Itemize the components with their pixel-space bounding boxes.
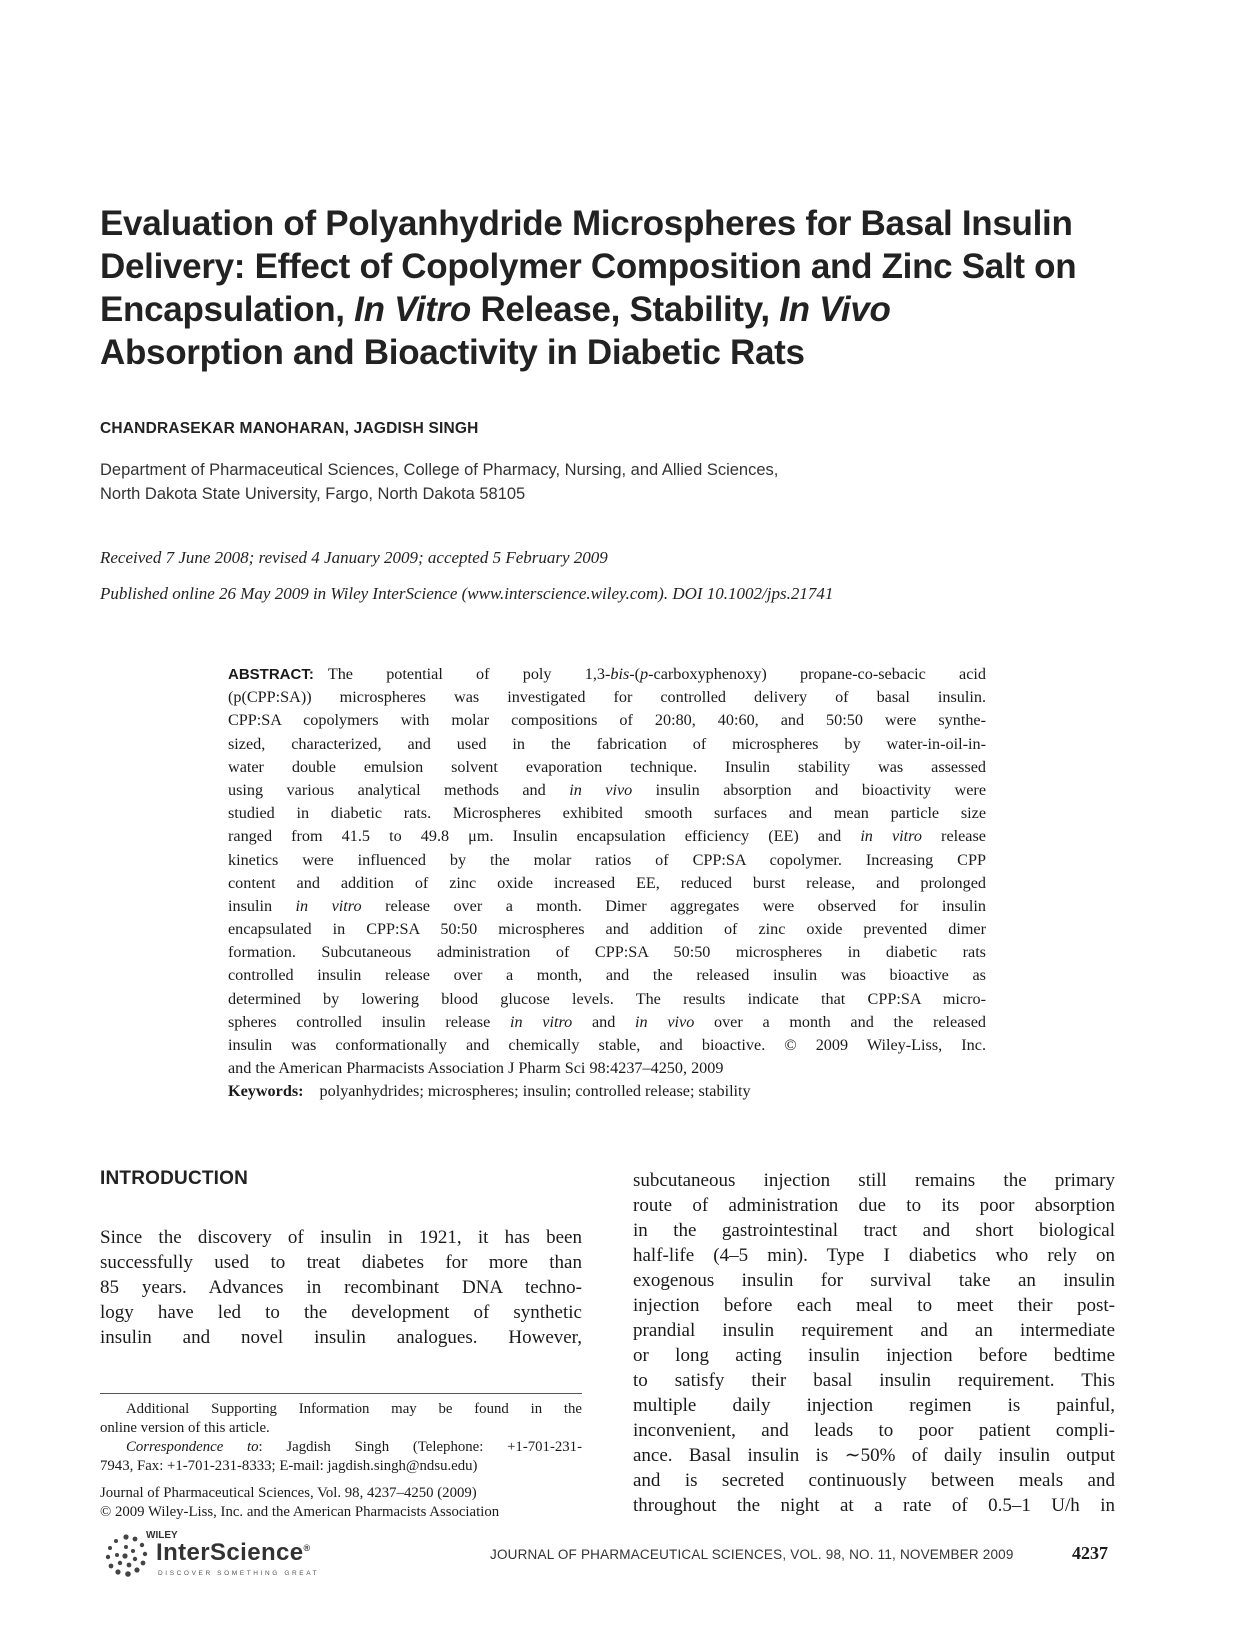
body-line: exogenous insulin for survival take an insulin — [633, 1270, 1115, 1291]
abstract-line: formation. Subcutaneous administration of CPP:SA 50:50 microspheres in diabetic rats — [228, 943, 986, 962]
abstract-line: encapsulated in CPP:SA 50:50 microspheres and addition of zinc oxide prevented dimer — [228, 920, 986, 939]
abstract-label: ABSTRACT: — [228, 666, 314, 683]
body-line: successfully used to treat diabetes for more than — [100, 1252, 582, 1273]
body-line: or long acting insulin injection before bedtime — [633, 1345, 1115, 1366]
body-line: ance. Basal insulin is ∼50% of daily insulin output — [633, 1445, 1115, 1466]
copyright-line: © 2009 Wiley-Liss, Inc. and the American Pharmacists Association — [100, 1504, 500, 1520]
logo-tagline: DISCOVER SOMETHING GREAT — [158, 1570, 320, 1577]
body-line: throughout the night at a rate of 0.5–1 U/h in — [633, 1495, 1115, 1516]
abstract-italic: in vivo — [569, 780, 633, 799]
abstract-line: studied in diabetic rats. Microspheres exhibited smooth surfaces and mean particle size — [228, 804, 986, 823]
journal-citation: Journal of Pharmaceutical Sciences, Vol. 98, 4237–4250 (2009) — [100, 1485, 477, 1501]
published-info: Published online 26 May 2009 in Wiley InterScience (www.interscience.wiley.com). DOI 10.1002/jps.21741 — [100, 584, 834, 603]
abstract-text: The potential of poly 1,3- — [327, 665, 611, 683]
registered-mark: ® — [303, 1543, 311, 1553]
abstract-line: content and addition of zinc oxide increased EE, reduced burst release, and prolonged — [228, 873, 986, 892]
body-column-left — [100, 1225, 582, 1350]
abstract-line: controlled insulin release over a month, and the released insulin was bioactive as — [228, 966, 986, 985]
abstract-italic: in vitro — [295, 896, 362, 915]
abstract-line — [228, 663, 986, 686]
title-line: Absorption and Bioactivity in Diabetic Rats — [100, 333, 805, 372]
correspondence-label: Correspondence to — [126, 1439, 259, 1455]
abstract-text: and — [572, 1012, 636, 1031]
title-line: Evaluation of Polyanhydride Microspheres for Basal Insulin — [100, 204, 1073, 243]
footnotes — [100, 1400, 582, 1522]
keywords-line — [228, 1080, 986, 1103]
abstract-text: over a month and the released — [694, 1012, 986, 1031]
title-text: Release, Stability, — [471, 290, 780, 329]
abstract-text: -carboxyphenoxy) propane-co-sebacic acid — [648, 665, 987, 683]
footnote-divider — [100, 1393, 582, 1394]
abstract-line: water double emulsion solvent evaporation technique. Insulin stability was assessed — [228, 757, 986, 776]
title-text: Encapsulation, — [100, 290, 355, 329]
abstract-text: ranged from 41.5 to 49.8 μm. Insulin encapsulation efficiency (EE) and — [228, 827, 861, 846]
abstract-text: spheres controlled insulin release — [228, 1012, 510, 1031]
interscience-wordmark — [156, 1539, 311, 1567]
footnote-line — [100, 1438, 582, 1457]
abstract-italic: p — [640, 665, 649, 683]
title-italic: In Vivo — [779, 290, 891, 329]
body-line: route of administration due to its poor absorption — [633, 1195, 1115, 1216]
received-dates: Received 7 June 2008; revised 4 January 2009; accepted 5 February 2009 — [100, 548, 608, 567]
abstract-line: (p(CPP:SA)) microspheres was investigated for controlled delivery of basal insulin. — [228, 688, 986, 707]
section-heading-introduction: INTRODUCTION — [100, 1168, 249, 1189]
title-line: Delivery: Effect of Copolymer Composition and Zinc Salt on — [100, 247, 1077, 286]
affiliation — [100, 458, 778, 506]
footnote-line: online version of this article. — [100, 1420, 270, 1436]
abstract-italic: in vivo — [635, 1012, 695, 1031]
running-footer: JOURNAL OF PHARMACEUTICAL SCIENCES, VOL. 98, NO. 11, NOVEMBER 2009 — [490, 1547, 1014, 1562]
abstract-italic: bis — [610, 665, 630, 683]
keywords-text: polyanhydrides; microspheres; insulin; controlled release; stability — [319, 1082, 751, 1101]
body-line: subcutaneous injection still remains the primary — [633, 1170, 1115, 1191]
abstract-line — [228, 779, 986, 802]
abstract-text: using various analytical methods and — [228, 780, 570, 799]
footnote-line: 7943, Fax: +1-701-231-8333; E-mail: jagdish.singh@ndsu.edu) — [100, 1458, 478, 1474]
abstract-line: determined by lowering blood glucose levels. The results indicate that CPP:SA micro- — [228, 989, 986, 1008]
abstract-line — [228, 895, 986, 918]
affiliation-line: Department of Pharmaceutical Sciences, College of Pharmacy, Nursing, and Allied Sciences, — [100, 461, 779, 479]
abstract-text: release over a month. Dimer aggregates were observed for insulin — [361, 896, 986, 915]
body-line: in the gastrointestinal tract and short biological — [633, 1220, 1115, 1241]
brand-text: InterScience — [156, 1539, 304, 1566]
abstract-text: insulin — [228, 896, 296, 915]
body-line: half-life (4–5 min). Type I diabetics who rely on — [633, 1245, 1115, 1266]
wiley-wordmark: WILEY — [146, 1530, 178, 1541]
body-line: Since the discovery of insulin in 1921, it has been — [100, 1227, 582, 1248]
title-line — [100, 288, 1140, 331]
abstract-line: insulin was conformationally and chemically stable, and bioactive. © 2009 Wiley-Liss, Inc. — [228, 1036, 986, 1054]
title-italic: In Vitro — [354, 290, 472, 329]
abstract-text: release — [921, 827, 986, 846]
wiley-interscience-logo — [100, 1530, 340, 1582]
affiliation-line: North Dakota State University, Fargo, North Dakota 58105 — [100, 485, 526, 503]
authors: CHANDRASEKAR MANOHARAN, JAGDISH SINGH — [100, 420, 479, 437]
abstract-line — [228, 825, 986, 848]
body-line: logy have led to the development of synthetic — [100, 1302, 582, 1323]
body-line: and is secreted continuously between meals and — [633, 1470, 1115, 1491]
body-line: injection before each meal to meet their post- — [633, 1295, 1115, 1316]
abstract-line: sized, characterized, and used in the fabrication of microspheres by water-in-oil-in- — [228, 734, 986, 753]
body-column-right — [633, 1168, 1115, 1518]
abstract-line: CPP:SA copolymers with molar compositions of 20:80, 40:60, and 50:50 were synthe- — [228, 711, 986, 730]
body-line: multiple daily injection regimen is painful, — [633, 1395, 1115, 1416]
body-line: 85 years. Advances in recombinant DNA techno- — [100, 1277, 582, 1298]
interscience-swirl-icon — [100, 1530, 152, 1582]
abstract-text: -( — [629, 665, 641, 683]
article-title — [100, 202, 1140, 374]
footnote-line: Additional Supporting Information may be found in the — [126, 1401, 582, 1417]
abstract-line — [228, 1011, 986, 1034]
page-number: 4237 — [1072, 1543, 1108, 1563]
body-line: to satisfy their basal insulin requirement. This — [633, 1370, 1115, 1391]
body-line: inconvenient, and leads to poor patient compli- — [633, 1420, 1115, 1441]
body-line: insulin and novel insulin analogues. However, — [100, 1327, 582, 1348]
abstract-italic: in vitro — [509, 1012, 573, 1031]
body-line: prandial insulin requirement and an intermediate — [633, 1320, 1115, 1341]
abstract-line: and the American Pharmacists Association J Pharm Sci 98:4237–4250, 2009 — [228, 1059, 724, 1078]
keywords-label: Keywords: — [228, 1082, 304, 1101]
correspondence-text: : Jagdish Singh (Telephone: +1-701-231- — [258, 1439, 582, 1455]
abstract — [228, 663, 986, 1104]
abstract-line: kinetics were influenced by the molar ratios of CPP:SA copolymer. Increasing CPP — [228, 850, 986, 869]
abstract-text: insulin absorption and bioactivity were — [632, 780, 986, 799]
abstract-italic: in vitro — [860, 827, 922, 846]
